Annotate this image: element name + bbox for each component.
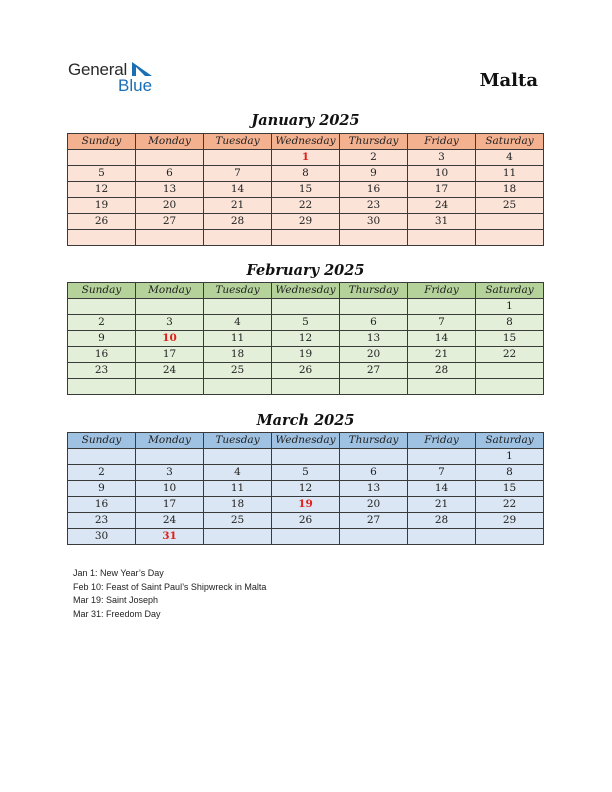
day-cell: 18 <box>476 182 544 198</box>
day-cell: 27 <box>136 214 204 230</box>
weekday-header: Friday <box>408 433 476 449</box>
logo-text-blue: Blue <box>118 76 153 95</box>
empty-day-cell <box>136 449 204 465</box>
day-cell: 16 <box>340 182 408 198</box>
empty-day-cell <box>476 529 544 545</box>
day-cell: 15 <box>476 331 544 347</box>
empty-day-cell <box>136 150 204 166</box>
weekday-header: Monday <box>136 134 204 150</box>
calendar-february <box>67 282 544 395</box>
week-row <box>68 497 544 513</box>
weekday-header: Tuesday <box>204 283 272 299</box>
day-cell: 28 <box>204 214 272 230</box>
day-cell: 6 <box>340 465 408 481</box>
day-cell: 27 <box>340 363 408 379</box>
day-cell: 4 <box>204 465 272 481</box>
day-cell: 2 <box>68 315 136 331</box>
empty-day-cell <box>476 363 544 379</box>
weekday-header-row <box>68 134 544 150</box>
day-cell: 17 <box>136 347 204 363</box>
day-cell: 3 <box>136 465 204 481</box>
day-cell: 2 <box>340 150 408 166</box>
day-cell: 11 <box>204 331 272 347</box>
day-cell: 13 <box>136 182 204 198</box>
empty-day-cell <box>136 230 204 246</box>
empty-day-cell <box>68 379 136 395</box>
day-cell: 18 <box>204 497 272 513</box>
day-cell: 8 <box>272 166 340 182</box>
day-cell: 5 <box>68 166 136 182</box>
day-cell: 12 <box>272 331 340 347</box>
holiday-day-cell: 1 <box>272 150 340 166</box>
weekday-header: Tuesday <box>204 433 272 449</box>
empty-day-cell <box>68 150 136 166</box>
weekday-header: Tuesday <box>204 134 272 150</box>
day-cell: 3 <box>136 315 204 331</box>
weekday-header: Sunday <box>68 134 136 150</box>
empty-day-cell <box>408 299 476 315</box>
day-cell: 10 <box>136 481 204 497</box>
day-cell: 28 <box>408 513 476 529</box>
week-row <box>68 331 544 347</box>
day-cell: 26 <box>68 214 136 230</box>
weekday-header: Monday <box>136 433 204 449</box>
day-cell: 30 <box>68 529 136 545</box>
day-cell: 18 <box>204 347 272 363</box>
weekday-header: Saturday <box>476 134 544 150</box>
day-cell: 4 <box>204 315 272 331</box>
week-row <box>68 465 544 481</box>
week-row <box>68 529 544 545</box>
week-row <box>68 299 544 315</box>
calendar-january <box>67 133 544 246</box>
empty-day-cell <box>204 529 272 545</box>
day-cell: 6 <box>340 315 408 331</box>
day-cell: 22 <box>272 198 340 214</box>
weekday-header: Monday <box>136 283 204 299</box>
day-cell: 25 <box>204 513 272 529</box>
week-row <box>68 214 544 230</box>
week-row <box>68 379 544 395</box>
day-cell: 17 <box>136 497 204 513</box>
month-title-february: February 2025 <box>246 262 365 279</box>
day-cell: 27 <box>340 513 408 529</box>
empty-day-cell <box>408 449 476 465</box>
holiday-day-cell: 10 <box>136 331 204 347</box>
day-cell: 5 <box>272 315 340 331</box>
month-title-march: March 2025 <box>256 412 355 429</box>
weekday-header-row <box>68 433 544 449</box>
day-cell: 21 <box>408 497 476 513</box>
weekday-header: Thursday <box>340 283 408 299</box>
calendar-march <box>67 432 544 545</box>
logo-triangle-icon <box>132 62 154 78</box>
empty-day-cell <box>476 230 544 246</box>
weekday-header: Thursday <box>340 433 408 449</box>
empty-day-cell <box>204 150 272 166</box>
weekday-header: Saturday <box>476 283 544 299</box>
empty-day-cell <box>272 379 340 395</box>
empty-day-cell <box>476 379 544 395</box>
week-row <box>68 315 544 331</box>
holiday-day-cell: 19 <box>272 497 340 513</box>
empty-day-cell <box>340 230 408 246</box>
day-cell: 20 <box>136 198 204 214</box>
holiday-notes <box>73 567 266 621</box>
day-cell: 22 <box>476 347 544 363</box>
day-cell: 12 <box>272 481 340 497</box>
week-row <box>68 449 544 465</box>
day-cell: 23 <box>68 513 136 529</box>
day-cell: 22 <box>476 497 544 513</box>
empty-day-cell <box>68 449 136 465</box>
day-cell: 21 <box>204 198 272 214</box>
weekday-header: Friday <box>408 134 476 150</box>
weekday-header: Saturday <box>476 433 544 449</box>
day-cell: 24 <box>136 363 204 379</box>
country-title: Malta <box>479 70 538 91</box>
week-row <box>68 347 544 363</box>
empty-day-cell <box>136 299 204 315</box>
empty-day-cell <box>272 230 340 246</box>
day-cell: 19 <box>68 198 136 214</box>
empty-day-cell <box>204 230 272 246</box>
day-cell: 7 <box>204 166 272 182</box>
day-cell: 14 <box>204 182 272 198</box>
empty-day-cell <box>272 449 340 465</box>
day-cell: 8 <box>476 315 544 331</box>
day-cell: 20 <box>340 497 408 513</box>
weekday-header-row <box>68 283 544 299</box>
empty-day-cell <box>476 214 544 230</box>
empty-day-cell <box>68 230 136 246</box>
week-row <box>68 513 544 529</box>
holiday-note: Jan 1: New Year’s Day <box>73 568 164 578</box>
day-cell: 12 <box>68 182 136 198</box>
week-row <box>68 198 544 214</box>
day-cell: 24 <box>408 198 476 214</box>
weekday-header: Sunday <box>68 433 136 449</box>
day-cell: 1 <box>476 449 544 465</box>
empty-day-cell <box>340 449 408 465</box>
day-cell: 16 <box>68 347 136 363</box>
day-cell: 24 <box>136 513 204 529</box>
week-row <box>68 182 544 198</box>
day-cell: 20 <box>340 347 408 363</box>
week-row <box>68 363 544 379</box>
weekday-header: Friday <box>408 283 476 299</box>
empty-day-cell <box>408 230 476 246</box>
empty-day-cell <box>68 299 136 315</box>
day-cell: 4 <box>476 150 544 166</box>
day-cell: 3 <box>408 150 476 166</box>
holiday-day-cell: 31 <box>136 529 204 545</box>
empty-day-cell <box>340 299 408 315</box>
general-blue-logo <box>68 60 168 96</box>
day-cell: 2 <box>68 465 136 481</box>
day-cell: 1 <box>476 299 544 315</box>
weekday-header: Sunday <box>68 283 136 299</box>
empty-day-cell <box>408 529 476 545</box>
day-cell: 5 <box>272 465 340 481</box>
day-cell: 17 <box>408 182 476 198</box>
holiday-note: Feb 10: Feast of Saint Paul’s Shipwreck in Malta <box>73 581 267 592</box>
day-cell: 19 <box>272 347 340 363</box>
empty-day-cell <box>204 449 272 465</box>
day-cell: 25 <box>204 363 272 379</box>
day-cell: 15 <box>476 481 544 497</box>
day-cell: 7 <box>408 315 476 331</box>
day-cell: 23 <box>340 198 408 214</box>
day-cell: 25 <box>476 198 544 214</box>
day-cell: 29 <box>476 513 544 529</box>
holiday-note: Mar 19: Saint Joseph <box>73 595 159 605</box>
empty-day-cell <box>204 379 272 395</box>
day-cell: 28 <box>408 363 476 379</box>
day-cell: 26 <box>272 513 340 529</box>
day-cell: 7 <box>408 465 476 481</box>
empty-day-cell <box>204 299 272 315</box>
day-cell: 11 <box>204 481 272 497</box>
empty-day-cell <box>340 529 408 545</box>
weekday-header: Wednesday <box>272 433 340 449</box>
day-cell: 14 <box>408 481 476 497</box>
empty-day-cell <box>408 379 476 395</box>
day-cell: 23 <box>68 363 136 379</box>
empty-day-cell <box>272 299 340 315</box>
empty-day-cell <box>272 529 340 545</box>
month-title-january: January 2025 <box>251 112 360 129</box>
day-cell: 21 <box>408 347 476 363</box>
weekday-header: Thursday <box>340 134 408 150</box>
weekday-header: Wednesday <box>272 283 340 299</box>
day-cell: 15 <box>272 182 340 198</box>
week-row <box>68 166 544 182</box>
day-cell: 11 <box>476 166 544 182</box>
day-cell: 30 <box>340 214 408 230</box>
day-cell: 14 <box>408 331 476 347</box>
logo-text-general: General <box>68 60 128 79</box>
day-cell: 26 <box>272 363 340 379</box>
week-row <box>68 230 544 246</box>
week-row <box>68 150 544 166</box>
day-cell: 10 <box>408 166 476 182</box>
day-cell: 16 <box>68 497 136 513</box>
empty-day-cell <box>136 379 204 395</box>
day-cell: 13 <box>340 331 408 347</box>
day-cell: 13 <box>340 481 408 497</box>
day-cell: 9 <box>68 331 136 347</box>
day-cell: 29 <box>272 214 340 230</box>
day-cell: 9 <box>68 481 136 497</box>
day-cell: 31 <box>408 214 476 230</box>
holiday-note: Mar 31: Freedom Day <box>73 608 161 619</box>
week-row <box>68 481 544 497</box>
empty-day-cell <box>340 379 408 395</box>
day-cell: 6 <box>136 166 204 182</box>
day-cell: 9 <box>340 166 408 182</box>
weekday-header: Wednesday <box>272 134 340 150</box>
day-cell: 8 <box>476 465 544 481</box>
